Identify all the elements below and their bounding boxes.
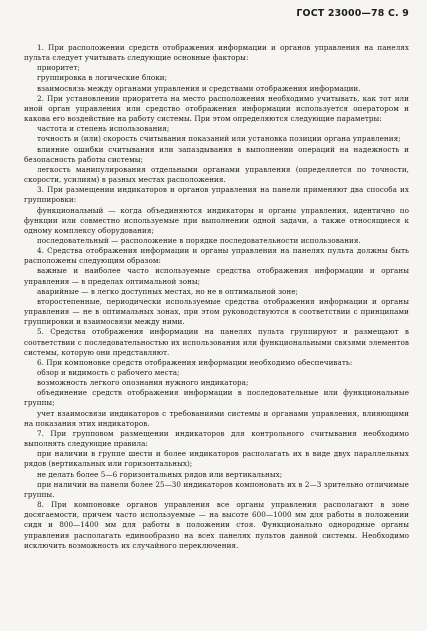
paragraph: обзор и видимость с рабочего места; (36, 368, 180, 377)
paragraph: влияние ошибки считывания или запаздывания в выполнении операций на надежность и безопасность работы системы; (24, 144, 409, 164)
paragraph: при наличии на панели более 25—30 индикаторов компоновать их в 2—3 зрительно отличимые группы. (24, 479, 409, 499)
paragraph: второстепенные, периодически используемые средства отображения информации и органы управления — не в оптимальных зонах, при этом руководствуются в соответствии с принципами группировки и взаимосвязи между ними. (24, 296, 409, 327)
paragraph: 2. При установлении приоритета на место расположения необходимо учитывать, как тот или иной орган управления или средство отображения информации используется оператором и какова его воздействие на работу системы. При этом определяются следующие параметры: (24, 93, 409, 124)
paragraph: 4. Средства отображения информации и органы управления на панелях пульта должны быть расположены следующим образом: (24, 246, 409, 266)
paragraph: возможность легкого опознания нужного индикатора; (36, 378, 249, 388)
paragraph: последовательный — расположение в порядке последовательности использования. (36, 235, 361, 245)
standard-header: ГОСТ 23000—78 С. 9 (296, 8, 409, 19)
paragraph: 8. При компоновке органов управления все органы управления располагают в зоне досягаемости, причем часто используемые — на высоте 600—1000 мм для работы в положении сидя и 800—1400 мм для работы в положении стоя. Функционально однородные органы управления располагать единообразно на всех панелях пультов данной системы. Необходимо исключить возможность их случайного переключения. (24, 500, 409, 550)
document-body (24, 43, 409, 551)
paragraph: взаимосвязь между органами управления и средствами отображения информации. (36, 83, 361, 93)
paragraph: 3. При размещении индикаторов и органов управления на панели применяют два способа их группировки: (24, 185, 409, 205)
paragraph: функциональный — когда объединяются индикаторы и органы управления, идентично по функции или совместно используемые при выполнении одной задачи, а также относящиеся к одному комплексу оборудования; (24, 205, 409, 235)
paragraph: учет взаимосвязи индикаторов с требованиями системы и органами управления, влияющими на показания этих индикаторов. (24, 408, 409, 428)
paragraph: при наличии в группе шести и более индикаторов располагать их в виде двух параллельных рядов (вертикальных или горизонтальных); (24, 449, 409, 469)
paragraph: легкость манипулирования отдельными органами управления (определяется по точности, скорости, усилиям) в разных местах расположения. (24, 164, 409, 185)
paragraph: аварийные — в легко доступных местах, но не в оптимальной зоне; (36, 286, 299, 296)
paragraph: 7. При групповом размещении индикаторов для контрольного считывания необходимо выполнять следующие правила: (24, 428, 409, 449)
paragraph: объединение средств отображения информации в последовательные или функциональные группы; (24, 388, 409, 408)
paragraph: 6. При компоновке средств отображения информации необходимо обеспечивать: (36, 357, 353, 367)
paragraph: приоритет; (36, 63, 80, 73)
paragraph: не делать более 5—6 горизонтальных рядов или вертикальных; (36, 469, 283, 479)
paragraph: группировка в логические блоки; (36, 73, 168, 83)
paragraph: частота и степень использования; (36, 124, 170, 134)
paragraph: 1. При расположении средств отображения информации и органов управления на панелях пульта следует учитывать следующие основные факторы: (24, 43, 409, 63)
paragraph: важные и наиболее часто используемые средства отображения информации и органы управления — в пределах оптимальной зоны; (24, 266, 409, 286)
paragraph: точность и (или) скорость считывания показаний или установка позиции органа управления; (36, 134, 401, 144)
paragraph: 5. Средства отображения информации на панелях пульта группируют и размещают в соответствии с последовательностью их использования или функциональными связями элементов системы, которую они представляют. (24, 327, 409, 357)
